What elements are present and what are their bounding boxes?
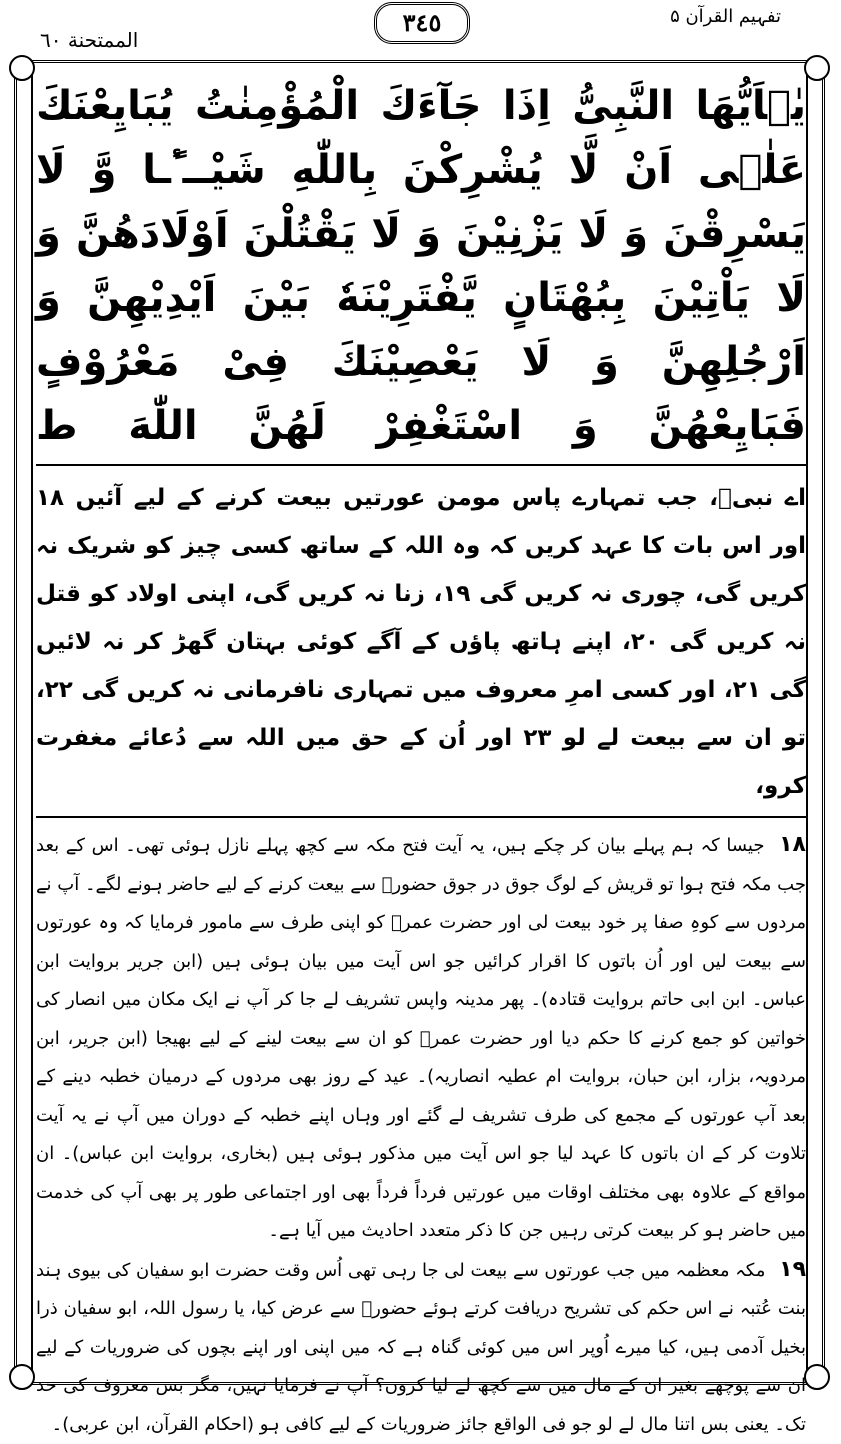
surah-name: الممتحنة ٦٠ — [40, 28, 138, 52]
footnote-text: مکہ معظمہ میں جب عورتوں سے بیعت لی جا رہی تھی اُس وقت حضرت ابو سفیان کی بیوی ہند بنت عُتبہ نے اس حکم کی تشریح دریافت کرتے ہوئے حضورؐ سے عرض کیا، یا رسول اللہ، ابو سفیان ذرا بخیل آدمی ہیں، کیا میرے اُوپر اس میں کوئی گناہ ہے کہ میں اپنی اور اپنے بچوں کی ضروریات کے لیے ان سے پوچھے بغیر ان کے مال میں سے کچھ لے لیا کروں؟ آپ نے فرمایا نہیں، مگر بس معروف کی حد تک۔ یعنی بس اتنا مال لے لو جو فی الواقع جائز ضروریات کے لیے کافی ہو (احکام القرآن، ابن عربی)۔ — [36, 1260, 806, 1435]
footnote — [36, 1251, 806, 1444]
divider — [36, 816, 806, 818]
corner-ornament — [9, 1364, 35, 1390]
footnotes — [36, 826, 806, 1444]
quran-verse: یٰۤاَیُّهَا النَّبِیُّ اِذَا جَآءَكَ الْمُؤْمِنٰتُ یُبَایِعْنَكَ عَلٰۤى اَنْ لَّا یُشْرِكْنَ بِاللّٰهِ شَیْــٴًـا وَّ لَا یَسْرِقْنَ وَ لَا یَزْنِیْنَ وَ لَا یَقْتُلْنَ اَوْلَادَهُنَّ وَ لَا یَاْتِیْنَ بِبُهْتَانٍ یَّفْتَرِیْنَهٗ بَیْنَ اَیْدِیْهِنَّ وَ اَرْجُلِهِنَّ وَ لَا یَعْصِیْنَكَ فِیْ مَعْرُوْفٍ فَبَایِعْهُنَّ وَ اسْتَغْفِرْ لَهُنَّ اللّٰهَ ط — [36, 74, 806, 458]
footnote-number: ۱۸ — [779, 832, 806, 857]
divider — [36, 464, 806, 466]
page-number: ٣٤٥ — [374, 2, 470, 44]
corner-ornament — [804, 1364, 830, 1390]
corner-ornament — [9, 55, 35, 81]
footnote — [36, 826, 806, 1251]
footnote-number: ۱۹ — [779, 1257, 806, 1282]
urdu-translation: اے نبیؐ، جب تمہارے پاس مومن عورتیں بیعت کرنے کے لیے آئیں ۱۸ اور اس بات کا عہد کریں کہ وہ اللہ کے ساتھ کسی چیز کو شریک نہ کریں گی، چوری نہ کریں گی ۱۹، زنا نہ کریں گی، اپنی اولاد کو قتل نہ کریں گی ۲۰، اپنے ہاتھ پاؤں کے آگے کوئی بہتان گھڑ کر نہ لائیں گی ۲۱، اور کسی امرِ معروف میں تمہاری نافرمانی نہ کریں گی ۲۲، تو ان سے بیعت لے لو ۲۳ اور اُن کے حق میں اللہ سے دُعائے مغفرت کرو، — [36, 474, 806, 810]
book-title: تفہیم القرآن ۵ — [670, 6, 781, 27]
page-header — [0, 0, 841, 64]
page-content — [36, 74, 806, 1379]
corner-ornament — [804, 55, 830, 81]
footnote-text: جیسا کہ ہم پہلے بیان کر چکے ہیں، یہ آیت فتح مکہ سے کچھ پہلے نازل ہوئی تھی۔ اس کے بعد جب مکہ فتح ہوا تو قریش کے لوگ جوق در جوق حضورؐ سے بیعت کرنے کے لیے حاضر ہونے لگے۔ آپ نے مردوں سے کوہِ صفا پر خود بیعت لی اور حضرت عمرؓ کو اپنی طرف سے مامور فرمایا کہ وہ عورتوں سے بیعت لیں اور اُن باتوں کا اقرار کرائیں جو اس آیت میں بیان ہوئی ہیں (ابن جریر بروایت ابن عباس۔ ابن ابی حاتم بروایت قتادہ)۔ پھر مدینہ واپس تشریف لے جا کر آپ نے ایک مکان میں انصار کی خواتین کو جمع کرنے کا حکم دیا اور حضرت عمرؓ کو ان سے بیعت لینے کے لیے بھیجا (ابن جریر، ابن مردویہ، بزار، ابن حبان، بروایت ام عطیہ انصاریہ)۔ عید کے روز بھی مردوں کے درمیان خطبہ دینے کے بعد آپ عورتوں کے مجمع کی طرف تشریف لے گئے اور وہاں اپنے خطبہ کے دوران میں آپ نے یہ آیت تلاوت کر کے ان باتوں کا عہد لیا جو اس آیت میں مذکور ہوئی ہیں (بخاری، بروایت ابن عباس)۔ ان مواقع کے علاوہ بھی مختلف اوقات میں عورتیں فرداً فرداً بھی اور اجتماعی طور پر بھی آپ کی خدمت میں حاضر ہو کر بیعت کرتی رہیں جن کا ذکر متعدد احادیث میں آیا ہے۔ — [36, 835, 806, 1241]
